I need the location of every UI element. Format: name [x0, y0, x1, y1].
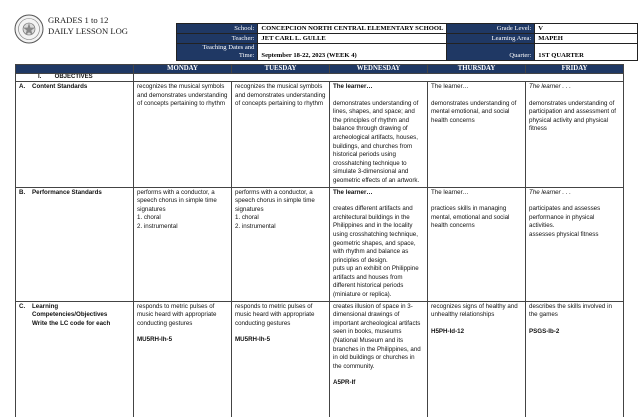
- quarter-value: 1ST QUARTER: [535, 44, 638, 61]
- competencies-tuesday: [232, 301, 330, 417]
- teaching-dates-label-line-2: Time:: [238, 52, 255, 59]
- cell-text: recognizes signs of healthy and unhealthy relationships: [431, 302, 518, 319]
- performance-thursday: [428, 187, 526, 301]
- section-label-line-2: Competencies/Objectives: [32, 311, 108, 319]
- day-header-monday: MONDAY: [134, 65, 232, 74]
- section-letter: B.: [19, 188, 26, 196]
- day-header-thursday: THURSDAY: [428, 65, 526, 74]
- cell-text: demonstrates understanding of mental emotional, and social health concerns: [431, 99, 517, 124]
- lc-code: H5PH-Id-12: [431, 327, 465, 335]
- cell-text: creates illusion of space in 3-dimensional drawings of important archeological artifacts seen in books, museums (National Museum and its branches in the Philippines, and in old buildings or churches in the community.: [333, 302, 421, 370]
- teaching-dates-label-line-1: Teaching Dates and: [202, 44, 255, 51]
- section-label: Performance Standards: [32, 188, 102, 196]
- performance-standards-label: [16, 187, 134, 301]
- teaching-dates-label: [177, 44, 258, 61]
- performance-monday: [134, 187, 232, 301]
- cell-heading: The learner…: [431, 83, 469, 90]
- performance-wednesday: [330, 187, 428, 301]
- cell-text: practices skills in managing mental, emotional and social health concerns: [431, 205, 510, 230]
- lc-code: MU5RH-Ih-5: [137, 336, 173, 344]
- cell-heading: The learner . . .: [529, 188, 571, 196]
- cell-text: recognizes the musical symbols and demonstrates understanding of concepts pertaining to rhythm: [137, 83, 228, 108]
- content-standards-label: [16, 82, 134, 188]
- section-letter: A.: [19, 83, 26, 90]
- cell-text: performs with a conductor, a speech chorus in simple time signatures 1. choral 2. instrumental: [235, 188, 315, 230]
- performance-tuesday: [232, 187, 330, 301]
- cell-text: recognizes the musical symbols and demonstrates understanding of concepts pertaining to rhythm: [235, 83, 326, 108]
- grade-level-value: V: [535, 24, 638, 34]
- competencies-wednesday: [330, 301, 428, 417]
- cell-heading: The learner…: [431, 188, 469, 196]
- cell-text: demonstrates understanding of lines, shapes, and space; and the principles of rhythm and balance through drawing of archeological artifacts, houses, buildings, and churches from historical periods using crosshatching technique to simulate 3-dimensional and geometric effects of an artwork.: [333, 99, 420, 184]
- cell-text: creates different artifacts and architectural buildings in the Philippines and in the locality using crosshatching technique, geometric shapes, and space, with rhythm and balance as principles of design. puts up an exhibit on Philippine artifacts and houses from different historical periods (miniature or replica).: [333, 205, 419, 299]
- content-friday: [526, 82, 624, 188]
- teacher-value: JET CARL L. GULLE: [258, 34, 447, 44]
- lesson-log-grid: [15, 64, 624, 417]
- day-header-friday: FRIDAY: [526, 65, 624, 74]
- cell-text: demonstrates understanding of participation and assessment of physical activity and physical fitness: [529, 99, 617, 133]
- title-line-1: GRADES 1 to 12: [48, 15, 109, 25]
- content-standards-row: [16, 82, 624, 188]
- school-value: CONCEPCION NORTH CENTRAL ELEMENTARY SCHOOL: [258, 24, 447, 34]
- objectives-row: [16, 74, 624, 82]
- quarter-label: Quarter:: [447, 44, 535, 61]
- content-thursday: [428, 82, 526, 188]
- cell-text: performs with a conductor, a speech chorus in simple time signatures 1. choral 2. instrumental: [137, 188, 217, 230]
- performance-friday: [526, 187, 624, 301]
- learning-competencies-row: [16, 301, 624, 417]
- cell-text: describes the skills involved in the games: [529, 302, 612, 319]
- objectives-heading-text: I. OBJECTIVES: [38, 74, 93, 80]
- content-tuesday: [232, 82, 330, 188]
- lc-code: PSGS-Ib-2: [529, 327, 560, 335]
- competencies-monday: [134, 301, 232, 417]
- content-monday: [134, 82, 232, 188]
- learning-area-value: MAPEH: [535, 34, 638, 44]
- competencies-friday: [526, 301, 624, 417]
- cell-text: responds to metric pulses of music heard with appropriate conducting gestures: [235, 302, 315, 327]
- competencies-thursday: [428, 301, 526, 417]
- objectives-spacer: [134, 74, 624, 82]
- lesson-info-table: [176, 23, 638, 61]
- objectives-heading: [16, 74, 134, 82]
- section-label-line-1: Learning: [32, 302, 59, 310]
- grade-level-label: Grade Level:: [447, 24, 535, 34]
- day-header-wednesday: WEDNESDAY: [330, 65, 428, 74]
- content-wednesday: [330, 82, 428, 188]
- cell-text: participates and assesses performance in physical activities. assesses physical fitness: [529, 205, 601, 238]
- lc-code: MU5RH-Ih-5: [235, 336, 271, 344]
- section-letter: C.: [19, 302, 26, 310]
- cell-heading: The learner…: [333, 83, 373, 90]
- header-corner: [16, 65, 134, 74]
- learning-area-label: Learning Area:: [447, 34, 535, 44]
- section-label: Content Standards: [32, 83, 88, 90]
- performance-standards-row: [16, 187, 624, 301]
- teaching-dates-value: September 18-22, 2023 (WEEK 4): [258, 44, 447, 61]
- deped-seal-icon: [14, 14, 44, 44]
- cell-text: responds to metric pulses of music heard with appropriate conducting gestures: [137, 302, 217, 327]
- teacher-label: Teacher:: [177, 34, 258, 44]
- document-title: [48, 15, 128, 37]
- school-label: School:: [177, 24, 258, 34]
- title-line-2: DAILY LESSON LOG: [48, 26, 128, 36]
- learning-competencies-label: [16, 301, 134, 417]
- lc-code: A5PR-If: [333, 379, 356, 387]
- cell-heading: The learner . . .: [529, 83, 571, 90]
- day-header-row: [16, 65, 624, 74]
- day-header-tuesday: TUESDAY: [232, 65, 330, 74]
- cell-heading: The learner…: [333, 188, 373, 196]
- section-label-line-3: Write the LC code for each: [32, 319, 111, 327]
